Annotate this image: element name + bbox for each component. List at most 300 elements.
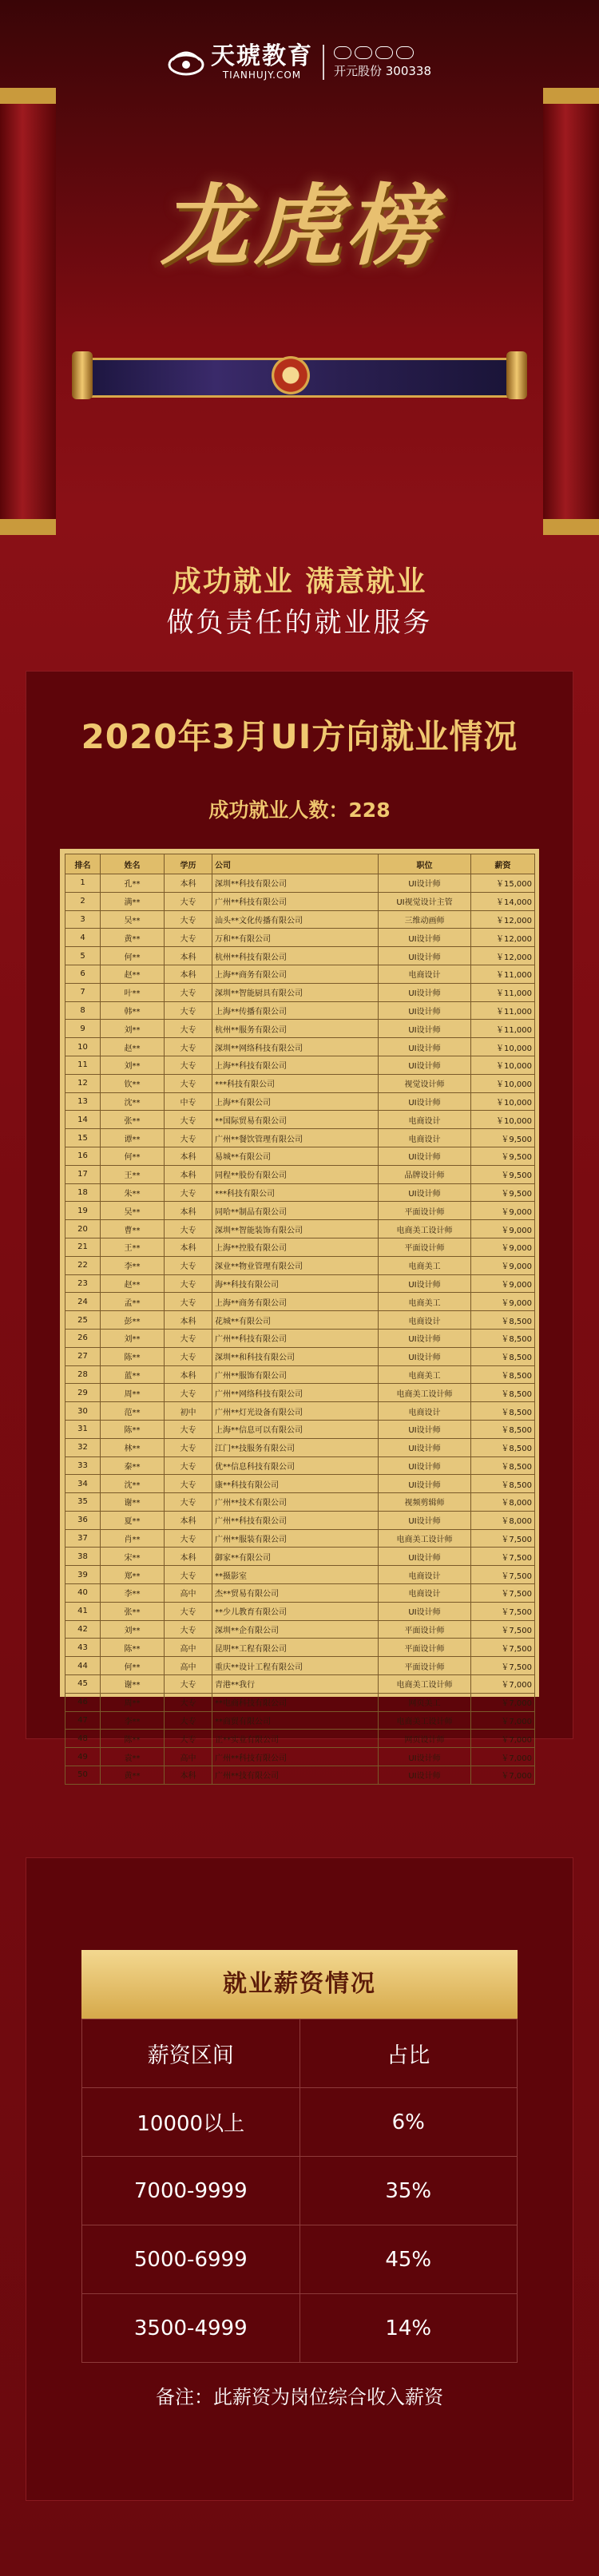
cell-name: 范** [101, 1402, 165, 1421]
cell-salary: ￥7,500 [471, 1639, 535, 1657]
cell-rank: 25 [65, 1311, 101, 1330]
cell-salary: ￥7,000 [471, 1693, 535, 1711]
cell-salary: ￥8,500 [471, 1475, 535, 1493]
salary-row [82, 2294, 518, 2363]
cell-education: 本科 [165, 874, 212, 893]
cell-name: 孟** [101, 1293, 165, 1311]
cell-name: 何** [101, 1657, 165, 1675]
cell-education: 大专 [165, 1384, 212, 1402]
cell-education: 本科 [165, 1238, 212, 1256]
cell-company: 昆明**工程有限公司 [212, 1639, 379, 1657]
cell-company: ***科技有限公司 [212, 1074, 379, 1092]
cell-position: UI设计师 [379, 947, 471, 965]
cell-company: 深圳**科技有限公司 [212, 874, 379, 893]
cell-position: 电商设计 [379, 1129, 471, 1147]
cell-position: 平面设计师 [379, 1238, 471, 1256]
cell-name: 宋** [101, 1548, 165, 1566]
cell-position: 电商美工设计师 [379, 1675, 471, 1694]
cell-education: 高中 [165, 1748, 212, 1766]
cell-salary: ￥14,000 [471, 892, 535, 910]
curtain-cap [0, 519, 56, 535]
table-row [65, 1711, 535, 1730]
cell-name: 陈** [101, 1347, 165, 1365]
table-row [65, 1147, 535, 1165]
cell-company: 深业**物业管理有限公司 [212, 1256, 379, 1274]
salary-panel [26, 1857, 573, 2501]
table-row [65, 1056, 535, 1074]
table-row [65, 1602, 535, 1620]
cell-company: 青港**我行 [212, 1675, 379, 1694]
table-row [65, 1001, 535, 1020]
cell-rank: 30 [65, 1402, 101, 1421]
cell-company: 康**科技有限公司 [212, 1475, 379, 1493]
cell-education: 本科 [165, 1511, 212, 1529]
cell-name: 刘** [101, 1329, 165, 1347]
table-row [65, 1748, 535, 1766]
cell-position: UI设计师 [379, 1001, 471, 1020]
cell-company: 深圳**企有限公司 [212, 1620, 379, 1639]
salary-title: 就业薪资情况 [81, 1950, 518, 2019]
cell-company: 上海**传播有限公司 [212, 1001, 379, 1020]
cell-salary: ￥10,000 [471, 1111, 535, 1129]
cell-rank: 28 [65, 1365, 101, 1384]
cell-salary: ￥8,500 [471, 1456, 535, 1475]
cell-education: 大专 [165, 1020, 212, 1038]
cell-education: 高中 [165, 1657, 212, 1675]
employment-table [65, 854, 535, 1785]
salary-range-cell: 7000-9999 [82, 2157, 300, 2225]
table-row [65, 1730, 535, 1748]
cell-name: 陈** [101, 1420, 165, 1438]
table-row [65, 1584, 535, 1603]
cell-company: **电商科技有限公司 [212, 1693, 379, 1711]
cell-name: 刘** [101, 1056, 165, 1074]
cell-name: 谭** [101, 1129, 165, 1147]
cell-rank: 8 [65, 1001, 101, 1020]
cell-education: 大专 [165, 1038, 212, 1056]
table-row [65, 1038, 535, 1056]
cell-education: 大专 [165, 1566, 212, 1584]
cell-company: 深圳**和科技有限公司 [212, 1347, 379, 1365]
cell-company: 广州**科技有限公司 [212, 892, 379, 910]
salary-column-share: 占比 [300, 2019, 518, 2088]
cell-position: 品牌设计师 [379, 1165, 471, 1183]
cell-rank: 48 [65, 1730, 101, 1748]
salary-share-cell: 6% [300, 2088, 518, 2157]
table-row [65, 1020, 535, 1038]
cell-rank: 18 [65, 1183, 101, 1202]
cell-company: 广州**科技有限公司 [212, 1511, 379, 1529]
column-header-education: 学历 [165, 854, 212, 874]
cell-rank: 11 [65, 1056, 101, 1074]
cell-position: UI设计师 [379, 1602, 471, 1620]
cell-name: 张** [101, 1602, 165, 1620]
cell-education: 大专 [165, 1620, 212, 1639]
cell-education: 大专 [165, 1129, 212, 1147]
cell-rank: 38 [65, 1548, 101, 1566]
cell-company: 上海**信息可以有限公司 [212, 1420, 379, 1438]
cell-company: 广州**灯光设备有限公司 [212, 1402, 379, 1421]
cell-name: 韩** [101, 1001, 165, 1020]
cell-salary: ￥11,000 [471, 1020, 535, 1038]
cell-salary: ￥10,000 [471, 1056, 535, 1074]
cell-education: 本科 [165, 965, 212, 983]
cell-company: **摄影室 [212, 1566, 379, 1584]
cell-salary: ￥9,500 [471, 1165, 535, 1183]
table-row [65, 1111, 535, 1129]
table-row [65, 1566, 535, 1584]
salary-row [82, 2157, 518, 2225]
salary-row [82, 2225, 518, 2294]
slogan-primary: 成功就业 满意就业 [172, 565, 427, 598]
cell-education: 初中 [165, 1402, 212, 1421]
cell-name: 满** [101, 892, 165, 910]
cell-company: 广州**科技有限公司 [212, 1329, 379, 1347]
cell-rank: 20 [65, 1220, 101, 1238]
cell-name: 何** [101, 1147, 165, 1165]
employment-panel [26, 671, 573, 1781]
salary-column-range: 薪资区间 [82, 2019, 300, 2088]
partner-icon [375, 46, 393, 59]
table-row [65, 892, 535, 910]
cell-name: 郑** [101, 1566, 165, 1584]
column-header-name: 姓名 [101, 854, 165, 874]
brand-logo-icon [168, 49, 204, 76]
curtain-cap [543, 88, 599, 104]
cell-name: 朱** [101, 1183, 165, 1202]
cell-position: 电商美工 [379, 1365, 471, 1384]
cell-position: 电商设计 [379, 1566, 471, 1584]
cell-name: 李** [101, 1256, 165, 1274]
cell-company: 上海**商务有限公司 [212, 1293, 379, 1311]
cell-name: 吴** [101, 1202, 165, 1220]
cell-name: 沈** [101, 1475, 165, 1493]
table-row [65, 1365, 535, 1384]
column-header-company: 公司 [212, 854, 379, 874]
cell-company: ***科技有限公司 [212, 1183, 379, 1202]
left-curtain-decoration [0, 88, 56, 535]
cell-rank: 22 [65, 1256, 101, 1274]
cell-position: 电商设计 [379, 1111, 471, 1129]
cell-name: 陈** [101, 1730, 165, 1748]
scroll-decoration [72, 351, 527, 399]
cell-education: 大专 [165, 1074, 212, 1092]
cell-name: 林** [101, 1438, 165, 1456]
cell-position: 电商美工设计师 [379, 1220, 471, 1238]
cell-position: UI设计师 [379, 1038, 471, 1056]
cell-position: UI设计师 [379, 1511, 471, 1529]
cell-education: 大专 [165, 1420, 212, 1438]
cell-position: UI视觉设计主管 [379, 892, 471, 910]
cell-position: UI设计师 [379, 1147, 471, 1165]
cell-company: 广州**网络科技有限公司 [212, 1384, 379, 1402]
employment-count: 成功就业人数：228 [208, 799, 391, 822]
right-curtain-decoration [543, 88, 599, 535]
cell-education: 本科 [165, 1548, 212, 1566]
cell-education: 大专 [165, 929, 212, 947]
table-row [65, 1165, 535, 1183]
cell-name: 黄** [101, 929, 165, 947]
cell-rank: 6 [65, 965, 101, 983]
cell-company: 御家**有限公司 [212, 1548, 379, 1566]
cell-name: 赵** [101, 965, 165, 983]
cell-rank: 16 [65, 1147, 101, 1165]
cell-rank: 7 [65, 983, 101, 1001]
salary-header-row [82, 2019, 518, 2088]
cell-name: 沈** [101, 1092, 165, 1111]
table-row [65, 1238, 535, 1256]
table-row [65, 1438, 535, 1456]
cell-name: 李** [101, 1584, 165, 1603]
cell-salary: ￥8,500 [471, 1365, 535, 1384]
cell-company: 江门**技服务有限公司 [212, 1438, 379, 1456]
cell-company: 深圳**智能厨具有限公司 [212, 983, 379, 1001]
cell-rank: 32 [65, 1438, 101, 1456]
cell-name: 秦** [101, 1456, 165, 1475]
table-row [65, 1475, 535, 1493]
cell-name: 张** [101, 1111, 165, 1129]
cell-education: 大专 [165, 1730, 212, 1748]
cell-name: 王** [101, 1238, 165, 1256]
table-row [65, 1293, 535, 1311]
table-row [65, 947, 535, 965]
cell-rank: 44 [65, 1657, 101, 1675]
cell-position: 三维动画师 [379, 910, 471, 929]
table-row [65, 1183, 535, 1202]
cell-education: 大专 [165, 910, 212, 929]
cell-salary: ￥9,000 [471, 1238, 535, 1256]
cell-company: 杭州**科技有限公司 [212, 947, 379, 965]
table-row [65, 1548, 535, 1566]
salary-range-cell: 10000以上 [82, 2088, 300, 2157]
cell-name: 陈** [101, 1639, 165, 1657]
cell-name: 周** [101, 1384, 165, 1402]
cell-position: 电商美工设计师 [379, 1529, 471, 1548]
cell-rank: 21 [65, 1238, 101, 1256]
cell-name: 夏** [101, 1511, 165, 1529]
cell-position: UI设计师 [379, 1438, 471, 1456]
cell-name: 周** [101, 1693, 165, 1711]
cell-company: 广州**服装有限公司 [212, 1529, 379, 1548]
table-row [65, 965, 535, 983]
table-row [65, 1675, 535, 1694]
cell-name: 彭** [101, 1311, 165, 1330]
cell-rank: 24 [65, 1293, 101, 1311]
cell-company: 海**科技有限公司 [212, 1274, 379, 1293]
table-row [65, 1657, 535, 1675]
cell-position: UI设计师 [379, 1548, 471, 1566]
cell-education: 本科 [165, 1147, 212, 1165]
cell-name: 刘** [101, 1620, 165, 1639]
cell-company: 同哈**制品有限公司 [212, 1202, 379, 1220]
brand-name: 天琥教育 [210, 42, 313, 70]
cell-education: 大专 [165, 1438, 212, 1456]
cell-position: UI设计师 [379, 1020, 471, 1038]
cell-salary: ￥7,000 [471, 1730, 535, 1748]
cell-rank: 37 [65, 1529, 101, 1548]
table-row [65, 1693, 535, 1711]
table-row [65, 1766, 535, 1785]
table-row [65, 1420, 535, 1438]
cell-rank: 49 [65, 1748, 101, 1766]
partner-icon [355, 46, 372, 59]
cell-position: UI设计师 [379, 1183, 471, 1202]
cell-rank: 46 [65, 1693, 101, 1711]
cell-position: UI设计师 [379, 1056, 471, 1074]
cell-salary: ￥7,500 [471, 1529, 535, 1548]
cell-position: UI设计师 [379, 983, 471, 1001]
cell-salary: ￥12,000 [471, 947, 535, 965]
cell-salary: ￥12,000 [471, 910, 535, 929]
table-row [65, 1493, 535, 1512]
slogan-secondary: 做负责任的就业服务 [166, 607, 433, 639]
table-row [65, 1384, 535, 1402]
cell-education: 大专 [165, 1220, 212, 1238]
brand-divider [323, 45, 324, 80]
cell-education: 大专 [165, 1693, 212, 1711]
cell-company: 广州**服饰有限公司 [212, 1365, 379, 1384]
brand-domain: TIANHUJY.COM [222, 69, 302, 81]
curtain-cap [0, 88, 56, 104]
scroll-seal-icon [272, 356, 310, 394]
cell-salary: ￥7,500 [471, 1620, 535, 1639]
cell-name: 肖** [101, 1529, 165, 1548]
salary-range-cell: 5000-6999 [82, 2225, 300, 2294]
cell-rank: 10 [65, 1038, 101, 1056]
cell-salary: ￥8,000 [471, 1511, 535, 1529]
cell-rank: 34 [65, 1475, 101, 1493]
cell-rank: 1 [65, 874, 101, 893]
cell-position: 视觉设计师 [379, 1074, 471, 1092]
cell-salary: ￥8,500 [471, 1420, 535, 1438]
cell-position: UI设计师 [379, 1092, 471, 1111]
table-row [65, 1074, 535, 1092]
cell-name: 李** [101, 1711, 165, 1730]
cell-company: 上海**控股有限公司 [212, 1238, 379, 1256]
cell-company: 正**实业有限公司 [212, 1730, 379, 1748]
cell-salary: ￥7,000 [471, 1675, 535, 1694]
cell-education: 大专 [165, 1256, 212, 1274]
cell-education: 大专 [165, 983, 212, 1001]
cell-position: 电商美工 [379, 1293, 471, 1311]
cell-position: UI设计师 [379, 929, 471, 947]
cell-rank: 3 [65, 910, 101, 929]
table-row [65, 1639, 535, 1657]
cell-salary: ￥12,000 [471, 929, 535, 947]
salary-table [81, 2019, 518, 2363]
cell-rank: 45 [65, 1675, 101, 1694]
cell-salary: ￥10,000 [471, 1092, 535, 1111]
cell-company: 上海**有限公司 [212, 1092, 379, 1111]
cell-education: 本科 [165, 1766, 212, 1785]
cell-education: 大专 [165, 1001, 212, 1020]
salary-row [82, 2088, 518, 2157]
cell-education: 本科 [165, 1311, 212, 1330]
cell-salary: ￥8,500 [471, 1384, 535, 1402]
cell-salary: ￥9,000 [471, 1256, 535, 1274]
cell-name: 谢** [101, 1493, 165, 1512]
employment-table-frame [60, 849, 539, 1781]
table-row [65, 1347, 535, 1365]
cell-position: 电商设计 [379, 1402, 471, 1421]
cell-name: 赵** [101, 1274, 165, 1293]
table-row [65, 910, 535, 929]
cell-name: 蓝** [101, 1365, 165, 1384]
cell-company: **国际贸易有限公司 [212, 1111, 379, 1129]
cell-position: UI设计师 [379, 1475, 471, 1493]
cell-position: UI设计师 [379, 1766, 471, 1785]
cell-name: 赵** [101, 1038, 165, 1056]
cell-salary: ￥8,500 [471, 1311, 535, 1330]
cell-education: 大专 [165, 1111, 212, 1129]
partner-icon [396, 46, 414, 59]
cell-education: 大专 [165, 1274, 212, 1293]
cell-name: 袁** [101, 1748, 165, 1766]
brand-stock: 开元股份 300338 [333, 63, 432, 78]
cell-education: 高中 [165, 1639, 212, 1657]
cell-name: 黄** [101, 1766, 165, 1785]
cell-salary: ￥10,000 [471, 1074, 535, 1092]
cell-rank: 33 [65, 1456, 101, 1475]
table-row [65, 929, 535, 947]
cell-company: **少儿教育有限公司 [212, 1602, 379, 1620]
salary-note: 备注：此薪资为岗位综合收入薪资 [156, 2386, 443, 2408]
cell-salary: ￥8,500 [471, 1347, 535, 1365]
cell-position: 网页设计师 [379, 1730, 471, 1748]
cell-salary: ￥15,000 [471, 874, 535, 893]
cell-rank: 29 [65, 1384, 101, 1402]
cell-name: 何** [101, 947, 165, 965]
employment-table-body [65, 874, 535, 1785]
cell-name: 谢** [101, 1675, 165, 1694]
cell-education: 大专 [165, 1347, 212, 1365]
cell-position: 视频剪辑师 [379, 1493, 471, 1512]
table-header-row [65, 854, 535, 874]
partner-icon [334, 46, 351, 59]
cell-rank: 17 [65, 1165, 101, 1183]
cell-position: 电商设计 [379, 965, 471, 983]
cell-company: 广州**技术有限公司 [212, 1493, 379, 1512]
cell-position: 平面设计师 [379, 1620, 471, 1639]
cell-salary: ￥7,000 [471, 1748, 535, 1766]
table-row [65, 1202, 535, 1220]
cell-rank: 47 [65, 1711, 101, 1730]
cell-position: 电商美工 [379, 1256, 471, 1274]
table-row [65, 1092, 535, 1111]
cell-salary: ￥9,000 [471, 1293, 535, 1311]
cell-salary: ￥11,000 [471, 983, 535, 1001]
cell-salary: ￥9,000 [471, 1202, 535, 1220]
cell-position: UI设计师 [379, 874, 471, 893]
column-header-salary: 薪资 [471, 854, 535, 874]
cell-rank: 50 [65, 1766, 101, 1785]
cell-rank: 39 [65, 1566, 101, 1584]
cell-position: UI设计师 [379, 1456, 471, 1475]
brand-logo[interactable] [168, 44, 431, 81]
cell-salary: ￥9,500 [471, 1183, 535, 1202]
cell-position: UI设计师 [379, 1274, 471, 1293]
brand-text [211, 44, 313, 81]
cell-company: 易城**有限公司 [212, 1147, 379, 1165]
cell-company: 重庆**设计工程有限公司 [212, 1657, 379, 1675]
cell-rank: 23 [65, 1274, 101, 1293]
cell-position: 电商设计 [379, 1584, 471, 1603]
cell-position: UI设计师 [379, 1329, 471, 1347]
cell-position: 平面设计师 [379, 1639, 471, 1657]
curtain-cap [543, 519, 599, 535]
table-row [65, 1311, 535, 1330]
cell-company: **商贸有限公司 [212, 1711, 379, 1730]
